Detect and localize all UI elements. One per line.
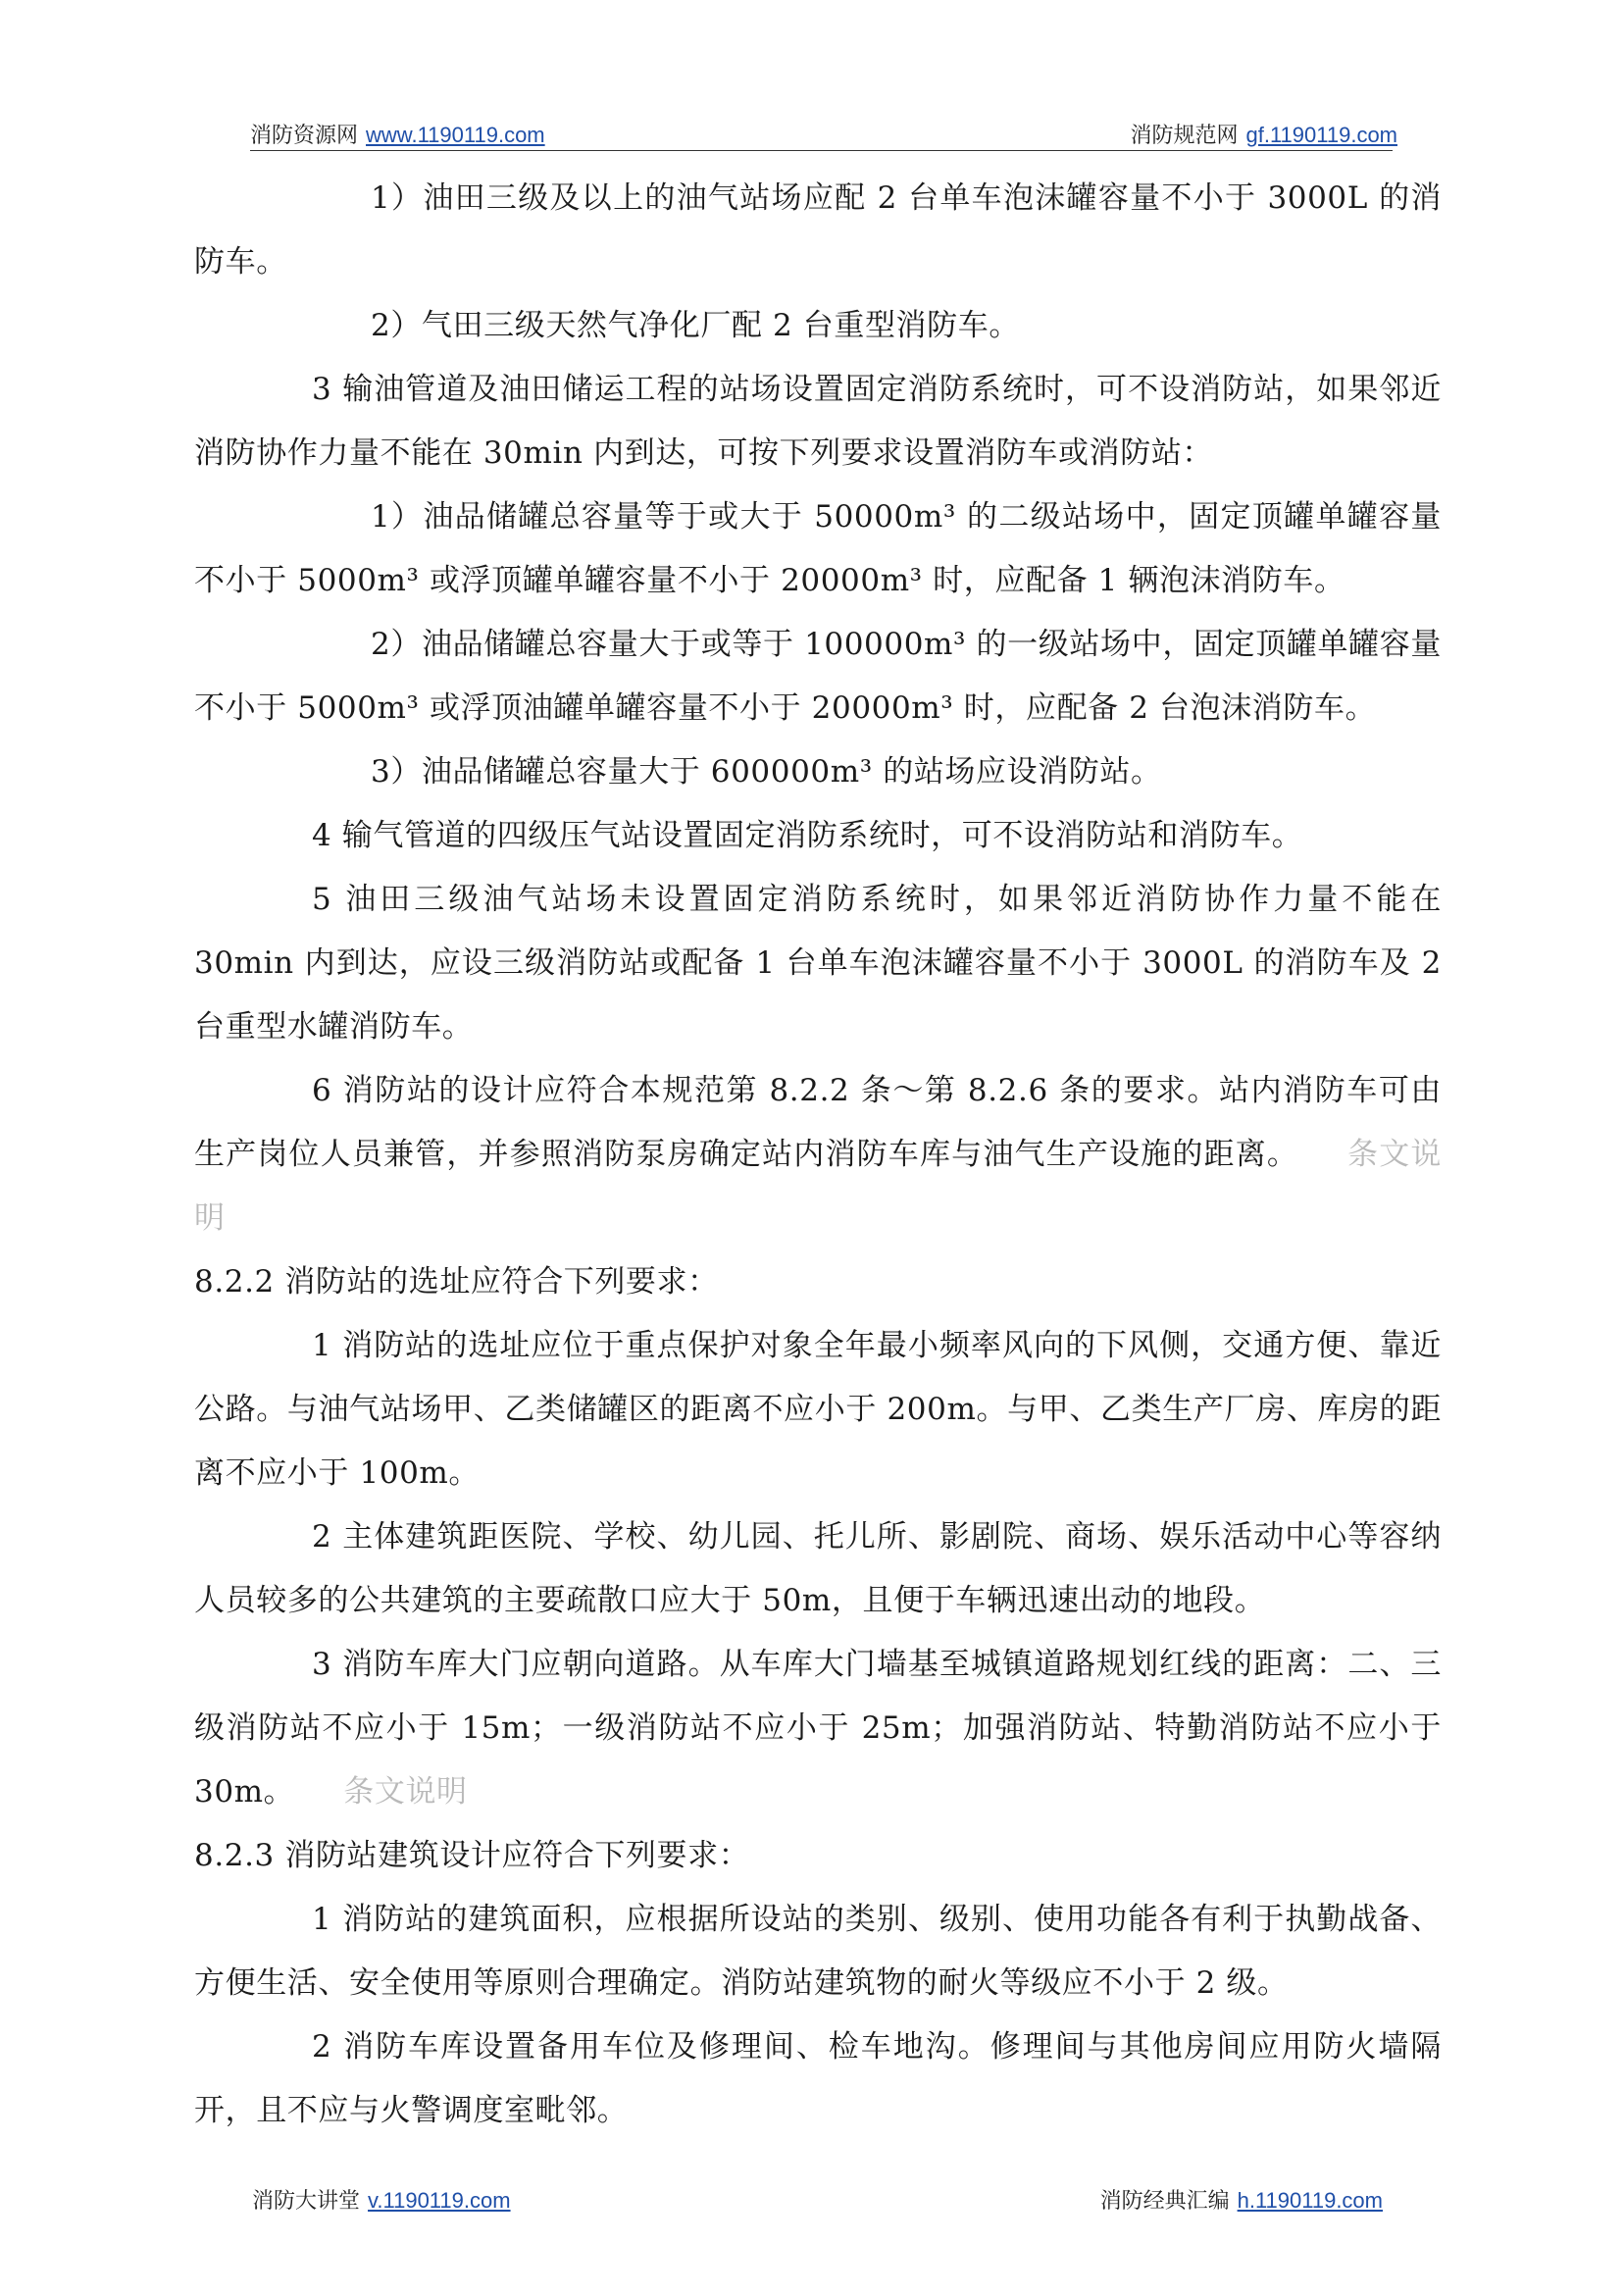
paragraph: 2）油品储罐总容量大于或等于 100000m³ 的一级站场中，固定顶罐单罐容量不小于 5000m³ 或浮顶油罐单罐容量不小于 20000m³ 时，应配备 2 台泡沫消防车。 [194, 627, 1442, 726]
paragraph: 3）油品储罐总容量大于 600000m³ 的站场应设消防站。 [371, 754, 1162, 790]
paragraph: 3 消防车库大门应朝向道路。从车库大门墙基至城镇道路规划红线的距离：二、三级消防站不应小于 15m；一级消防站不应小于 25m；加强消防站、特勤消防站不应小于 30m。 条文说明 [194, 1647, 1442, 1810]
footer-right [1100, 2184, 1383, 2215]
section-heading-8-2-3: 8.2.3 消防站建筑设计应符合下列要求： [194, 1838, 750, 1873]
header-right-label: 消防规范网 [1130, 123, 1239, 147]
paragraph: 3 输油管道及油田储运工程的站场设置固定消防系统时，可不设消防站，如果邻近消防协作力量不能在 30min 内到达，可按下列要求设置消防车或消防站： [194, 372, 1442, 471]
header-left [250, 119, 545, 149]
paragraph: 2 主体建筑距医院、学校、幼儿园、托儿所、影剧院、商场、娱乐活动中心等容纳人员较多的公共建筑的主要疏散口应大于 50m，且便于车辆迅速出动的地段。 [194, 1519, 1442, 1618]
footer-left-label: 消防大讲堂 [252, 2188, 361, 2213]
header-right [1130, 119, 1397, 149]
paragraph: 1）油田三级及以上的油气站场应配 2 台单车泡沫罐容量不小于 3000L 的消防车。 [194, 180, 1442, 280]
paragraph: 1）油品储罐总容量等于或大于 50000m³ 的二级站场中，固定顶罐单罐容量不小于 5000m³ 或浮顶罐单罐容量不小于 20000m³ 时，应配备 1 辆泡沫消防车。 [194, 499, 1442, 598]
paragraph: 1 消防站的建筑面积，应根据所设站的类别、级别、使用功能各有利于执勤战备、方便生活、安全使用等原则合理确定。消防站建筑物的耐火等级应不小于 2 级。 [194, 1902, 1442, 2001]
paragraph: 6 消防站的设计应符合本规范第 8.2.2 条～第 8.2.6 条的要求。站内消防车可由生产岗位人员兼管，并参照消防泵房确定站内消防车库与油气生产设施的距离。 条文说明 [194, 1073, 1442, 1236]
header-left-link[interactable]: www.1190119.com [366, 123, 545, 147]
paragraph: 1 消防站的选址应位于重点保护对象全年最小频率风向的下风侧，交通方便、靠近公路。与油气站场甲、乙类储罐区的距离不应小于 200m。与甲、乙类生产厂房、库房的距离不应小于 100m。 [194, 1328, 1442, 1491]
page-footer [250, 2184, 1393, 2216]
header-left-label: 消防资源网 [250, 123, 359, 147]
paragraph: 5 油田三级油气站场未设置固定消防系统时，如果邻近消防协作力量不能在 30min 内到达，应设三级消防站或配备 1 台单车泡沫罐容量不小于 3000L 的消防车及 2 台重型水罐消防车。 [194, 882, 1442, 1045]
paragraph: 2）气田三级天然气净化厂配 2 台重型消防车。 [371, 308, 1020, 343]
footer-right-link[interactable]: h.1190119.com [1237, 2188, 1383, 2213]
clause-explanation-link[interactable]: 条文说明 [343, 1774, 468, 1810]
footer-left-link[interactable]: v.1190119.com [368, 2188, 511, 2213]
paragraph: 2 消防车库设置备用车位及修理间、检车地沟。修理间与其他房间应用防火墙隔开，且不应与火警调度室毗邻。 [194, 2029, 1442, 2128]
footer-right-label: 消防经典汇编 [1099, 2188, 1230, 2213]
section-heading-8-2-2: 8.2.2 消防站的选址应符合下列要求： [194, 1264, 719, 1300]
footer-left [252, 2184, 511, 2215]
document-body [194, 167, 1442, 2143]
paragraph: 4 输气管道的四级压气站设置固定消防系统时，可不设消防站和消防车。 [312, 818, 1303, 853]
header-right-link[interactable]: gf.1190119.com [1245, 123, 1397, 147]
clause-explanation-link[interactable]: 条文说明 [194, 1137, 1442, 1236]
page-header [250, 119, 1397, 151]
